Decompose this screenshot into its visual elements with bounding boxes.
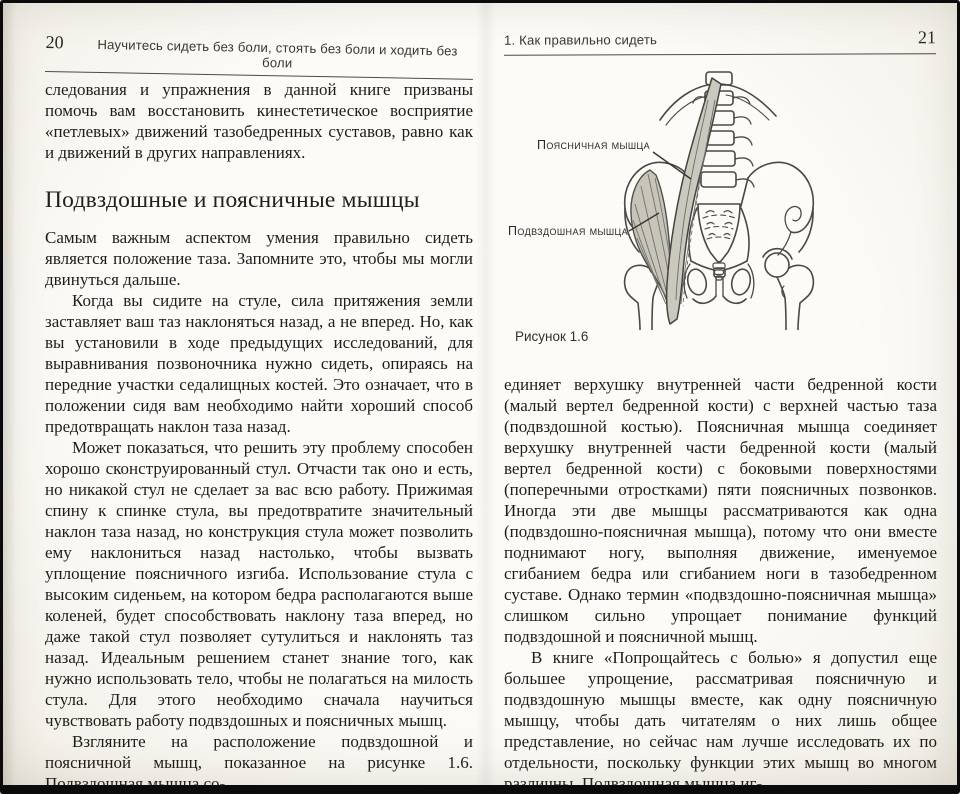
paragraph: В книге «Попрощайтесь с болью» я допустил еще большее упрощение, рассматривая поясничную и подвздошную мышцы вместе, как одну поясничную мышцу, чтобы дать читателям о них лишь общее представление, но сейчас нам лучше исследовать их по отдельности, поскольку функции этих мышц во многом различны. Подвздошная мышца иг-: [504, 648, 937, 793]
paragraph: единяет верхушку внутренней части бедренной кости (малый вертел бедренной кости) с верхней частью таза (подвздошной костью). Поясничная мышца соединяет верхушку внутренней части бедренной кости (малый вертел бедренной кости) с боковыми поверхностями (поперечными отростками) пяти поясничных позвонков. Иногда эти две мышцы рассматриваются как одна (подвздошно-поясничная мышца), потому что они вместе поднимают ногу, выполняя движение, именуемое сгибанием бедра или сгибанием ноги в тазобедренном суставе. Однако термин «подвздошно-поясничная мышца» слишком сильно упрощает понимание функций подвздошной и поясничной мышц.: [504, 375, 937, 646]
anatomy-figure-svg: [500, 58, 940, 330]
gutter-shadow: [476, 0, 496, 794]
section-heading: Подвздошные и поясничные мышцы: [45, 187, 420, 213]
left-running-head: [45, 32, 474, 80]
paragraph: Когда вы сидите на стуле, сила притяжения земли заставляет ваш таз наклоняться назад, а не вперед. Но, как вы установили в ходе предыдущих исследований, для выравнивания позвоночника нужно сидеть, опираясь на передние участки седалищных костей. Это означает, что в положении сидя вам необходимо найти хороший способ предотвращать наклон таза назад.: [45, 291, 473, 436]
leader-line-psoas: [653, 152, 691, 179]
left-page-body: [45, 79, 473, 794]
figure-label-iliacus: Подвздошная мышца: [507, 224, 628, 238]
right-running-head: [504, 27, 936, 56]
figure-caption: Рисунок 1.6: [515, 329, 589, 344]
page-edge-shadow: [0, 0, 16, 794]
left-running-title: Научитесь сидеть без боли, стоять без боли и ходить без боли: [97, 36, 458, 71]
figure-label-psoas: Поясничная мышца: [536, 138, 650, 152]
paragraph: Может показаться, что решить эту проблему способен хорошо сконструированный стул. Отчасти так оно и есть, но никакой стул не сделает за вас всю работу. Прижимая спину к спинке стула, вы предотвратите значительный наклон таза назад, но конструкция стула может позволить ему наклониться назад настолько, чтобы вызвать уплощение поясничного изгиба. Использование стула с высоким сиденьем, на котором бедра располагаются выше коленей, будет способствовать наклону таза вперед, но даже такой стул позволяет сутулиться и наклонять таз назад. Идеальным решением станет знание того, как нужно использовать тело, чтобы не полагаться на милость стула. Для этого необходимо сначала научиться чувствовать работу подвздошных и поясничных мышц.: [45, 438, 473, 730]
paragraph: Взгляните на расположение подвздошной и поясничной мышц, показанное на рисунке 1.6. Подвздошная мышца со-: [45, 732, 473, 793]
paragraph: следования и упражнения в данной книге призваны помочь вам восстановить кинестетическое восприятие «петлевых» движений тазобедренных суставов, равно как и движений в других направлениях.: [45, 80, 473, 162]
left-page-number: 20: [45, 32, 64, 53]
right-running-title: 1. Как правильно сидеть: [503, 32, 658, 48]
right-page-body: [504, 374, 937, 794]
paragraph: Самым важным аспектом умения правильно сидеть является положение таза. Запомните это, чтобы мы могли двинуться дальше.: [45, 228, 473, 289]
right-page-number: 21: [917, 27, 937, 48]
anatomy-figure: [500, 58, 940, 330]
